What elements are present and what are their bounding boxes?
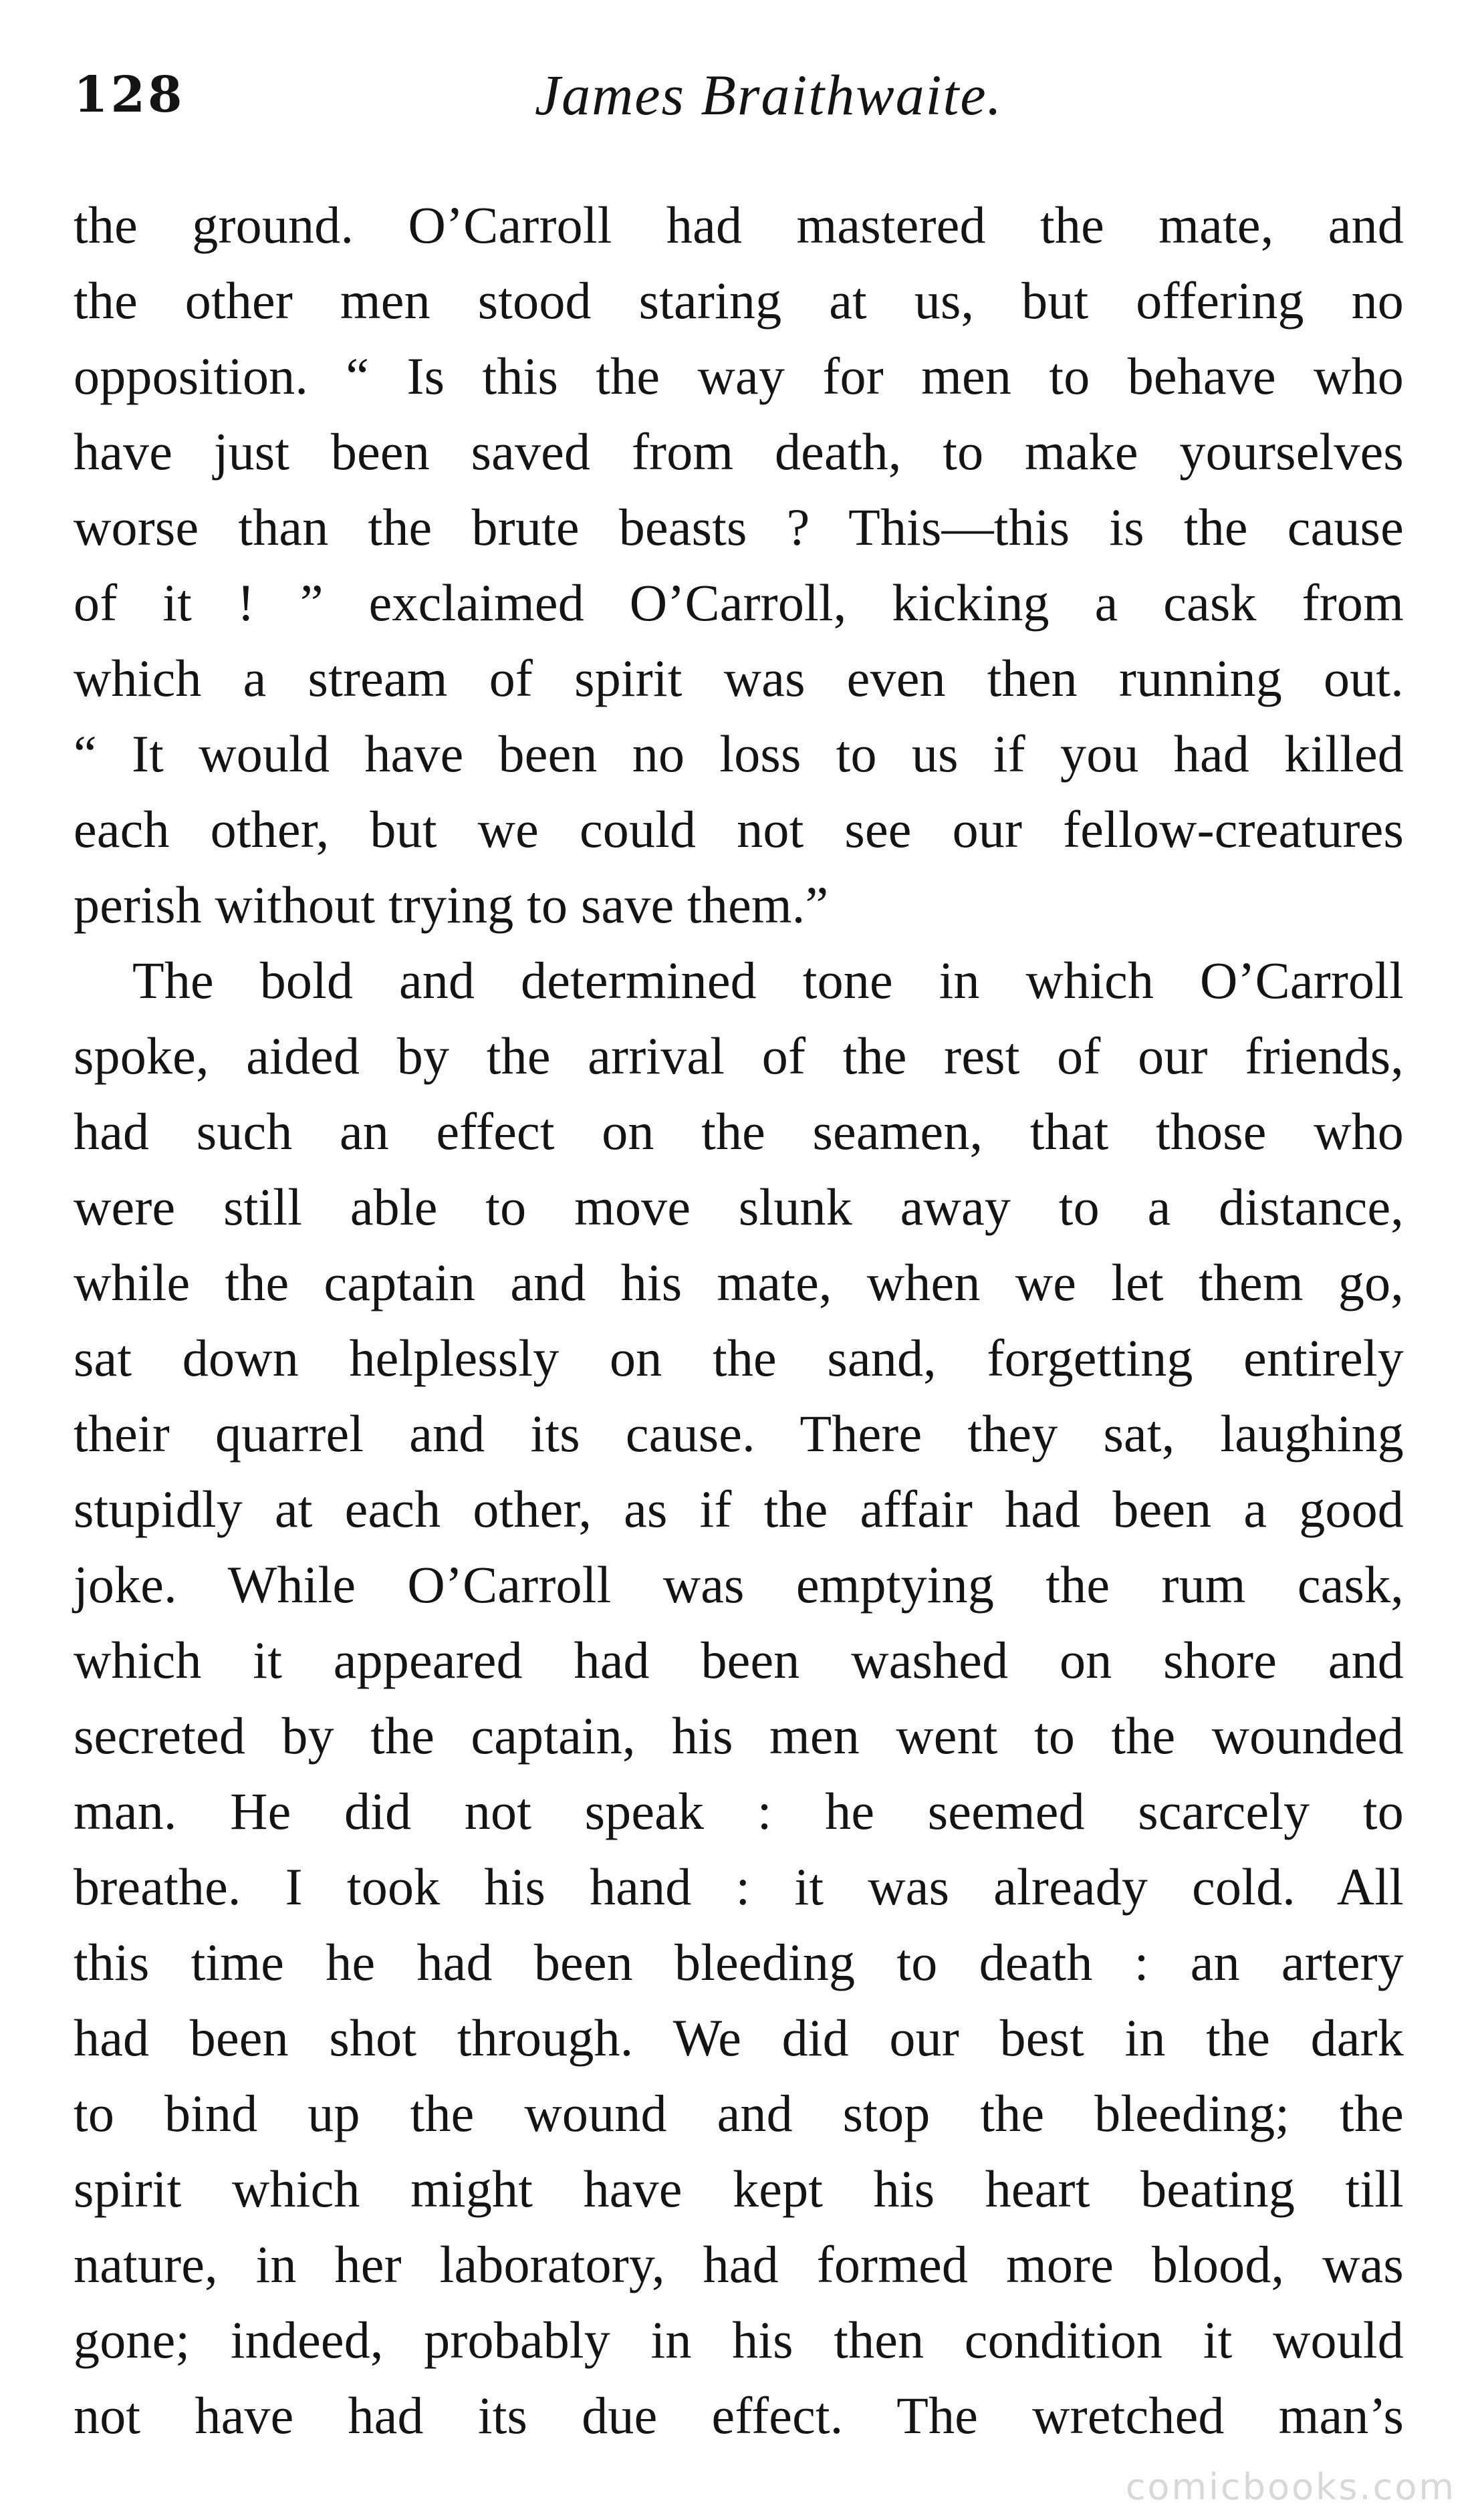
text-line: stupidly at each other, as if the affair had been a good bbox=[74, 1480, 1404, 1538]
page-header bbox=[74, 61, 1410, 142]
text-line: the other men stood staring at us, but offering no bbox=[74, 271, 1404, 330]
text-line: the ground. O’Carroll had mastered the mate, and bbox=[74, 196, 1404, 254]
text-line: which it appeared had been washed on shore and bbox=[74, 1631, 1404, 1689]
paragraph-2 bbox=[74, 942, 1404, 2453]
body-text bbox=[74, 187, 1404, 2453]
text-line: worse than the brute beasts ? This—this is the cause bbox=[74, 498, 1404, 556]
running-title: James Braithwaite. bbox=[535, 63, 1003, 127]
text-line: which a stream of spirit was even then running out. bbox=[74, 649, 1404, 707]
text-line: have just been saved from death, to make yourselves bbox=[74, 422, 1404, 481]
text-line: “ It would have been no loss to us if you had killed bbox=[74, 725, 1404, 783]
text-line: to bind up the wound and stop the bleeding; the bbox=[74, 2084, 1404, 2142]
text-line: this time he had been bleeding to death : an artery bbox=[74, 1933, 1404, 1991]
text-line: secreted by the captain, his men went to the wounded bbox=[74, 1707, 1404, 1765]
paragraph-1 bbox=[74, 187, 1404, 942]
text-line: joke. While O’Carroll was emptying the rum cask, bbox=[74, 1555, 1404, 1614]
text-line: of it ! ” exclaimed O’Carroll, kicking a cask from bbox=[74, 574, 1404, 632]
text-line: nature, in her laboratory, had formed more blood, was bbox=[74, 2235, 1404, 2293]
text-line: spirit which might have kept his heart beating till bbox=[74, 2160, 1404, 2218]
text-line: each other, but we could not see our fellow-creatures bbox=[74, 800, 1404, 858]
text-line: had been shot through. We did our best in the dark bbox=[74, 2009, 1404, 2067]
text-line: had such an effect on the seamen, that those who bbox=[74, 1102, 1404, 1160]
text-line: gone; indeed, probably in his then condition it would bbox=[74, 2311, 1404, 2369]
text-line: spoke, aided by the arrival of the rest of our friends, bbox=[74, 1027, 1404, 1085]
text-line: not have had its due effect. The wretched man’s bbox=[74, 2386, 1404, 2444]
watermark: comicbooks.com bbox=[1125, 2466, 1456, 2508]
text-line: perish without trying to save them.” bbox=[74, 876, 829, 934]
text-line: breathe. I took his hand : it was already cold. All bbox=[74, 1858, 1404, 1916]
text-line: were still able to move slunk away to a distance, bbox=[74, 1178, 1404, 1236]
text-line: opposition. “ Is this the way for men to behave who bbox=[74, 347, 1404, 405]
text-line: The bold and determined tone in which O’Carroll bbox=[132, 951, 1404, 1009]
text-line: man. He did not speak : he seemed scarcely to bbox=[74, 1782, 1404, 1840]
page-number: 128 bbox=[74, 66, 185, 124]
text-line: sat down helplessly on the sand, forgetting entirely bbox=[74, 1329, 1404, 1387]
text-line: their quarrel and its cause. There they sat, laughing bbox=[74, 1404, 1404, 1463]
text-line: while the captain and his mate, when we let them go, bbox=[74, 1253, 1404, 1311]
